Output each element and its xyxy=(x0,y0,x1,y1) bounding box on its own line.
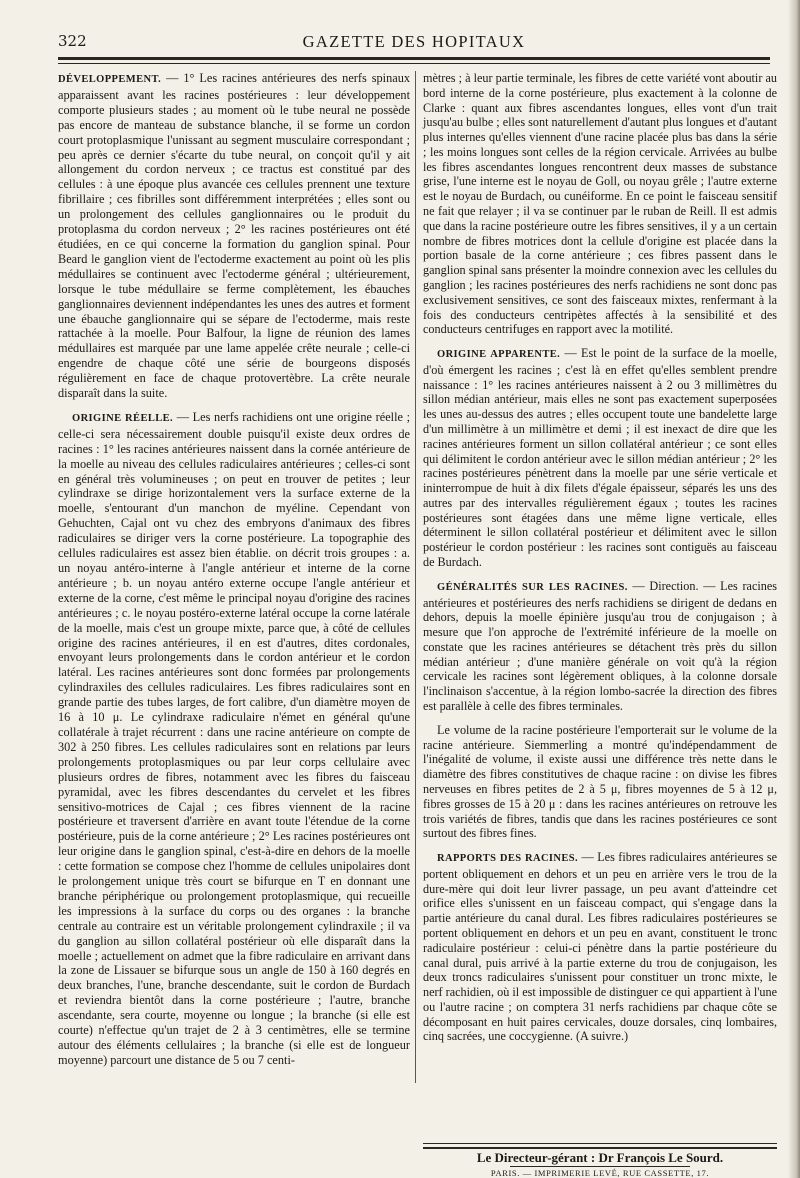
section-heading: RAPPORTS DES RACINES. xyxy=(437,853,579,865)
footer-rule-thin xyxy=(423,1143,777,1144)
section-heading: ORIGINE APPARENTE. xyxy=(437,349,561,361)
paragraph xyxy=(423,850,777,1044)
left-column xyxy=(58,71,410,1077)
page-header xyxy=(58,30,770,56)
section-heading: GÉNÉRALITÉS SUR LES RACINES. xyxy=(437,581,628,593)
paragraph xyxy=(423,71,777,337)
paragraph-text: — 1° Les racines antérieures des nerfs spinaux apparaissent avant les racines postérieures : leur développement comporte plusieurs stades ; au moment où le tube neural ne possède pas encore de manteau de substance blanche, il se forme un cordon court protoplasmique l'unissant au segment musculaire correspondant ; peu après ce dernier s'écarte du tube neural, on conçoit qu'il y ait allongement du cordon nerveux ; ce tractus est constitué par des cellules : à une époque plus avancée ces cellules prennent une texture fibrillaire ; ces fibrilles sont différemment interprétées ; elles sont ou un prolongement des cellules ganglionnaires ou le produit du protoplasma du cordon nerveux ; 2° les racines postérieures ont été étudiées, en ce qui concerne la formation du ganglion spinal. Pour Beard le ganglion vient de l'ectoderme exactement au point où les plis médullaires se continuent avec l'ectoderme général ; ultérieurement, lorsque le tube médullaire se ferme complètement, les ébauches ganglionnaires deviennent indépendantes les unes des autres et forment une ébauche ganglionnaire qui se sépare de l'ectoderme, mais reste rattachée à la moelle. Pour Balfour, la ligne de réunion des lames médullaires est marquée par une lame appelée crête neurale ; celle-ci engendre de chaque côté une série de bourgeons disposés régulièrement en face de chaque protovertèbre. La crête neurale disparaît dans la suite. xyxy=(58,71,410,401)
section-heading: ORIGINE RÉELLE. xyxy=(72,412,174,424)
paragraph xyxy=(423,723,777,841)
paragraph xyxy=(423,346,777,570)
paragraph xyxy=(58,410,410,1068)
page-number: 322 xyxy=(58,32,87,50)
paragraph-text: mètres ; à leur partie terminale, les fibres de cette variété vont aboutir au bord interne de la corne postérieure, plus exactement à la colonne de Clarke : quant aux fibres ascendantes longues, elles vont d'un trait jusqu'au bulbe ; elles sont naturellement d'autant plus longues et d'autant plus internes qu'elles viennent d'une racine placée plus bas dans la série ; les moins longues sont celles de la région cervicale. Arrivées au bulbe les fibres ascendantes longues rencontrent deux masses de substance grise, l'une interne est le noyau de Goll, ou noyau grêle ; l'autre externe est le noyau de Burdach, ou cunéiforme. En ce point le faisceau sensitif ne fait que relayer ; il va se continuer par le ruban de Reill. Il est admis que dans la racine postérieure outre les fibres sensitives, il y a un certain nombre de fibres motrices dont la cellule d'origine est placée dans la portion basale de la corne antérieure ; ces fibres passent dans le ganglion spinal sans présenter la moindre connexion avec les cellules du ganglion ; les racines postérieures des nerfs rachidiens ne sont donc pas exclusivement sensitives, ce sont des faisceaux mixtes, renfermant à la fois des conducteurs centripètes affectés à la sensibilité et des conducteurs centrifuges en rapport avec la motilité. xyxy=(423,71,777,337)
journal-title: GAZETTE DES HOPITAUX xyxy=(302,32,526,51)
paragraph-text: — Est le point de la surface de la moelle, d'où émergent les racines ; c'est là en effet qu'elles semblent prendre naissance : 1° les racines antérieures naissent à 2 ou 3 millimètres du sillon médian antérieur, mais elles ne sont pas exactement superposées les unes au-dessus des autres ; elles occupent toute une bandelette large d'un millimètre à un millimètre et demi ; il est inexact de dire que les racines antérieures forment un sillon collatéral antérieur ; ce sont elles qui délimitent le cordon antérieur avec le sillon médian antérieur ; 2° les racines postérieures pénètrent dans la moelle par une série verticale et ininterrompue de huit à dix filets d'égale épaisseur, séparés les uns des autres par des intervalles régulièrement égaux ; toutes les racines postérieures sont étagées dans une même ligne verticale, elles déterminent le sillon collatéral postérieur et délimitent avec le sillon postérieur le cordon postérieur : les racines sont contiguës au faisceau de Burdach. xyxy=(423,346,778,569)
column-divider xyxy=(415,71,416,1083)
paragraph xyxy=(58,71,410,401)
page-spine-shadow xyxy=(788,0,800,1178)
paragraph xyxy=(423,579,777,714)
paragraph-text: Le volume de la racine postérieure l'emporterait sur le volume de la racine antérieure. Siemmerling a montré qu'indépendamment de l'inégalité de volume, il existe aussi une différence très nette dans le diamètre des fibres constitutives de chaque racine : on divise les fibres nerveuses en fibres petites de 2 à 5 μ, fibres moyennes de 5 à 12 μ, fibres grosses de 15 à 20 μ : dans les racines antérieures on retrouve les trois variétés de fibres, tandis que dans les racines postérieures ce sont surtout des fibres fines. xyxy=(423,722,777,841)
director-line: Le Directeur-gérant : Dr François Le Sourd. xyxy=(476,1150,724,1165)
footer-rule-thick xyxy=(423,1147,777,1149)
section-heading: DÉVELOPPEMENT. xyxy=(58,74,162,85)
paragraph-text: — Direction. — Les racines antérieures et postérieures des nerfs rachidiens se dirigent de dedans en dehors, depuis la moelle épinière jusqu'au trou de conjugaison ; à mesure que l'on approche de l'extrémité inférieure de la moelle on constate que les racines antérieures se détachent très près du sillon médian antérieur ; d'une manière générale on voit qu'à la région cervicale les racines sont légèrement obliques, à la colonne dorsale l'inclinaison s'accentue, à la région lombo-sacrée la direction des fibres est parallèle à celle des fibres terminales. xyxy=(423,578,777,714)
header-rule-thin xyxy=(58,63,770,64)
right-column xyxy=(423,71,777,1053)
footer-rule-short xyxy=(510,1166,690,1167)
header-rule-thick xyxy=(58,57,770,60)
paragraph-text: — Les fibres radiculaires antérieures se portent obliquement en dehors et un peu en arrière vers le trou de la dure-mère qui doit leur livrer passage, un peu avant d'atteindre cet orifice elles s'unissent en un faisceau compact, qui s'engage dans la partie antérieure du canal dural. Les fibres radiculaires postérieures se portent obliquement en dehors et un peu en avant, constituent le tronc radiculaire postérieur : celui-ci pénètre dans la partie postérieure du canal dural, puis arrivé à la partie externe du trou de conjugaison, les deux troncs radiculaires s'unissent pour constituer un tronc mixte, le nerf rachidien, où il est impossible de distinguer ce qui appartient à l'une ou l'autre racine ; on comptera 31 nerfs rachidiens par chaque côte se décomposant en huit paires cervicales, douze dorsales, cinq lombaires, cinq sacrées, une coccygienne. (A suivre.) xyxy=(423,850,777,1044)
paragraph-text: — Les nerfs rachidiens ont une origine réelle ; celle-ci sera nécessairement double puisqu'il existe deux ordres de racines : 1° les racines antérieures naissent dans la cornée antérieure de la moelle au niveau des cellules radiculaires antérieures ; celles-ci sont en général très volumineuses ; on peut en trouver de petites ; leur cylindraxe se dirige horizontalement vers la surface externe de la moelle, s'entourant d'un manchon de myéline. Cependant von Gehuchten, Cajal ont vu chez des embryons d'animaux des fibres radiculaires se diriger vers la corne postérieure. La topographie des cellules radiculaires est assez bien établie. on décrit trois groupes : a. un noyau antéro-interne à l'angle antérieur et interne de la corne antérieure ; b. un noyau antéro externe occupe l'angle antérieur et externe de la corne, c'est même le principal noyau d'origine des racines antérieures ; c. le noyau postéro-externe latéral occupe la corne latérale de la moelle, mais c'est un groupe mixte, parce que, à côté de cellules origine des racines antérieures, il en est d'autres, dites cordonales, envoyant leurs prolongements dans le cordon antérieur et le cordon latéral. Les racines antérieures sont donc formées par prolongements cylindraxiles des cellules radiculaires. Les fibres radiculaires sont en grande partie des tubes larges, de fort calibre, d'un diamètre moyen de 16 à 10 μ. Le cylindraxe radiculaire n'émet en général qu'une collatérale à trajet récurrent : dans une racine antérieure on compte de 302 à 250 fibres. Les cellules radiculaires sont en relations par leurs prolongements protoplasmiques ou par leur corps cellulaire avec plusieurs ordres de fibres, notamment avec les fibres du faisceau pyramidal, avec les fibres descendantes du cervelet et les fibres sensitivo-motrices de Cajal ; ces fibres viennent de la racine postérieure et traversent d'arrière en avant toute l'étendue de la corne postérieure, puis de la corne antérieure ; 2° Les racines postérieures ont leur origine dans le ganglion spinal, c'est-à-dire en dehors de la moelle : cette formation se compose chez l'homme de cellules unipolaires dont le prolongement unique très court se bifurque en T en donnant une branche périphérique ou prolongement protoplasmique, qui recueille les impressions à la surface du corps ou des organes : la branche centrale au contraire est un véritable prolongement cylindraxile ; il va du ganglion au sillon collatéral postérieur où elle disparaît dans la moelle ; actuellement on admet que la fibre radiculaire en arrivant dans la zone de Lissauer se bifurque sous un angle de 150 à 160 degrés en deux branches, l'une, branche descendante, suit le cordon de Burdach et reviendra bientôt dans la corne postérieure ; l'autre, branche ascendante, sera courte, moyenne ou longue ; la branche (si elle est courte) n'effectue qu'un trajet de 2 à 3 centimètres, elle se termine autour des éléments cellulaires ; la branche (si elle est de longueur moyenne) parcourt une distance de 5 ou 7 centi- xyxy=(58,409,410,1067)
imprint-line: PARIS. — IMPRIMERIE LEVÉ, RUE CASSETTE, 17. xyxy=(490,1168,710,1178)
